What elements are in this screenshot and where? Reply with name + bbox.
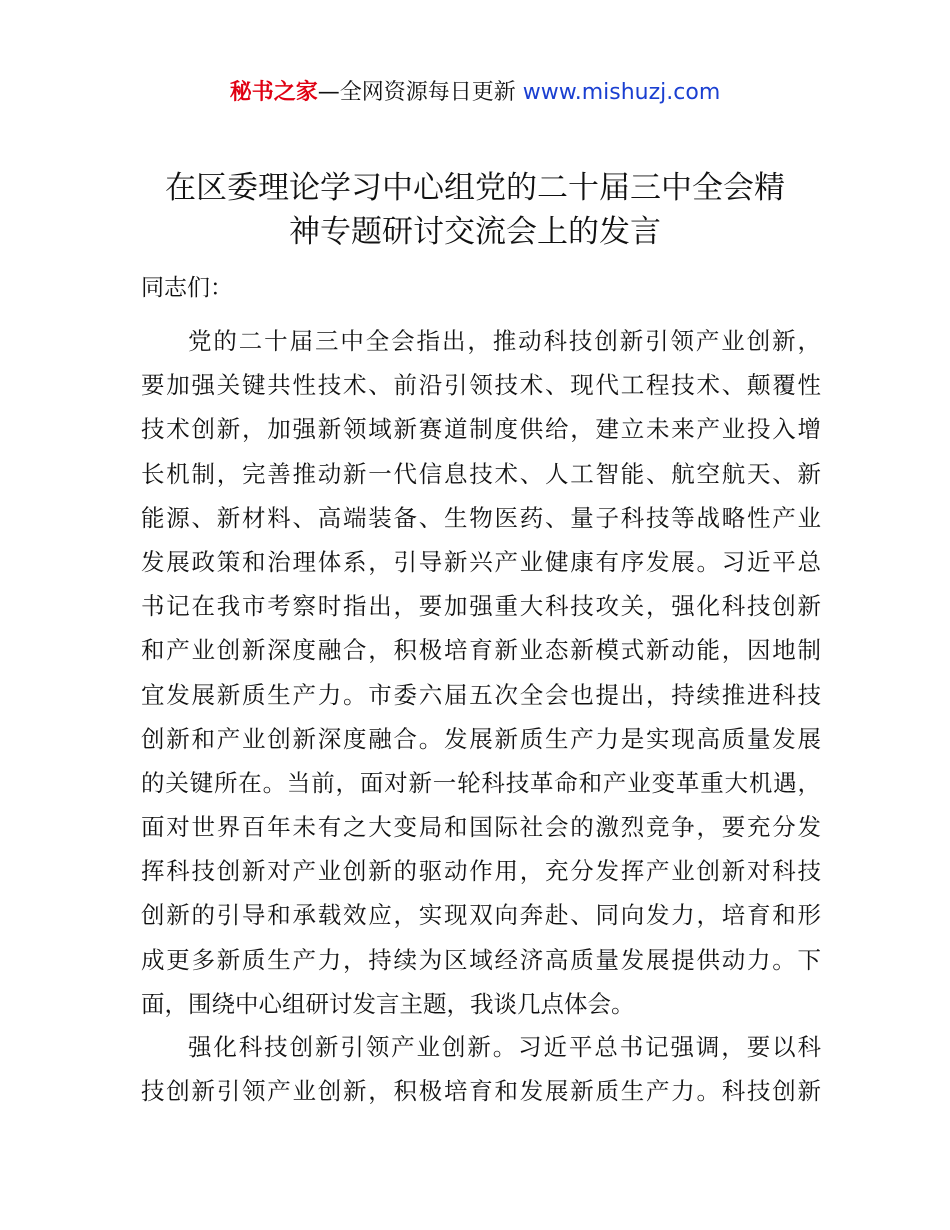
- site-header: [0, 76, 950, 110]
- paragraph-line: 面对世界百年未有之大变局和国际社会的激烈竞争，要充分发: [141, 813, 821, 842]
- paragraph-line: 技术创新，加强新领域新赛道制度供给，建立未来产业投入增: [141, 415, 821, 444]
- brand-name: 秘书之家: [229, 80, 318, 105]
- paragraph-line: 书记在我市考察时指出，要加强重大科技攻关，强化科技创新: [141, 592, 821, 621]
- paragraph-line: 创新和产业创新深度融合。发展新质生产力是实现高质量发展: [141, 724, 821, 753]
- paragraph-line: 党的二十届三中全会指出，推动科技创新引领产业创新，: [188, 327, 821, 355]
- document-title: [130, 166, 820, 254]
- paragraph-line: 的关键所在。当前，面对新一轮科技革命和产业变革重大机遇，: [141, 768, 821, 797]
- paragraph-line: 强化科技创新引领产业创新。习近平总书记强调，要以科: [188, 1033, 821, 1061]
- header-tagline: —全网资源每日更新: [317, 80, 523, 105]
- site-url-link[interactable]: www.mishuzj.com: [522, 80, 721, 105]
- paragraph-line: 挥科技创新对产业创新的驱动作用，充分发挥产业创新对科技: [141, 857, 821, 886]
- paragraph-line: 发展政策和治理体系，引导新兴产业健康有序发展。习近平总: [141, 547, 821, 576]
- title-line: 神专题研讨交流会上的发言: [289, 214, 661, 250]
- paragraph-line: 创新的引导和承载效应，实现双向奔赴、同向发力，培育和形: [141, 901, 821, 930]
- body-paragraph: [141, 1025, 821, 1113]
- paragraph-line: 和产业创新深度融合，积极培育新业态新模式新动能，因地制: [141, 636, 821, 665]
- paragraph-line: 面，围绕中心组研讨发言主题，我谈几点体会。: [141, 989, 635, 1018]
- paragraph-line: 宜发展新质生产力。市委六届五次全会也提出，持续推进科技: [141, 680, 821, 709]
- paragraph-line: 成更多新质生产力，持续为区域经济高质量发展提供动力。下: [141, 945, 821, 974]
- title-line: 在区委理论学习中心组党的二十届三中全会精: [165, 170, 785, 206]
- paragraph-line: 要加强关键共性技术、前沿引领技术、现代工程技术、颠覆性: [141, 371, 821, 400]
- salutation: 同志们：: [141, 275, 233, 301]
- paragraph-line: 长机制，完善推动新一代信息技术、人工智能、航空航天、新: [141, 459, 821, 488]
- body-paragraph: [141, 319, 821, 1026]
- paragraph-line: 能源、新材料、高端装备、生物医药、量子科技等战略性产业: [141, 503, 821, 532]
- paragraph-line: 技创新引领产业创新，积极培育和发展新质生产力。科技创新: [141, 1077, 821, 1106]
